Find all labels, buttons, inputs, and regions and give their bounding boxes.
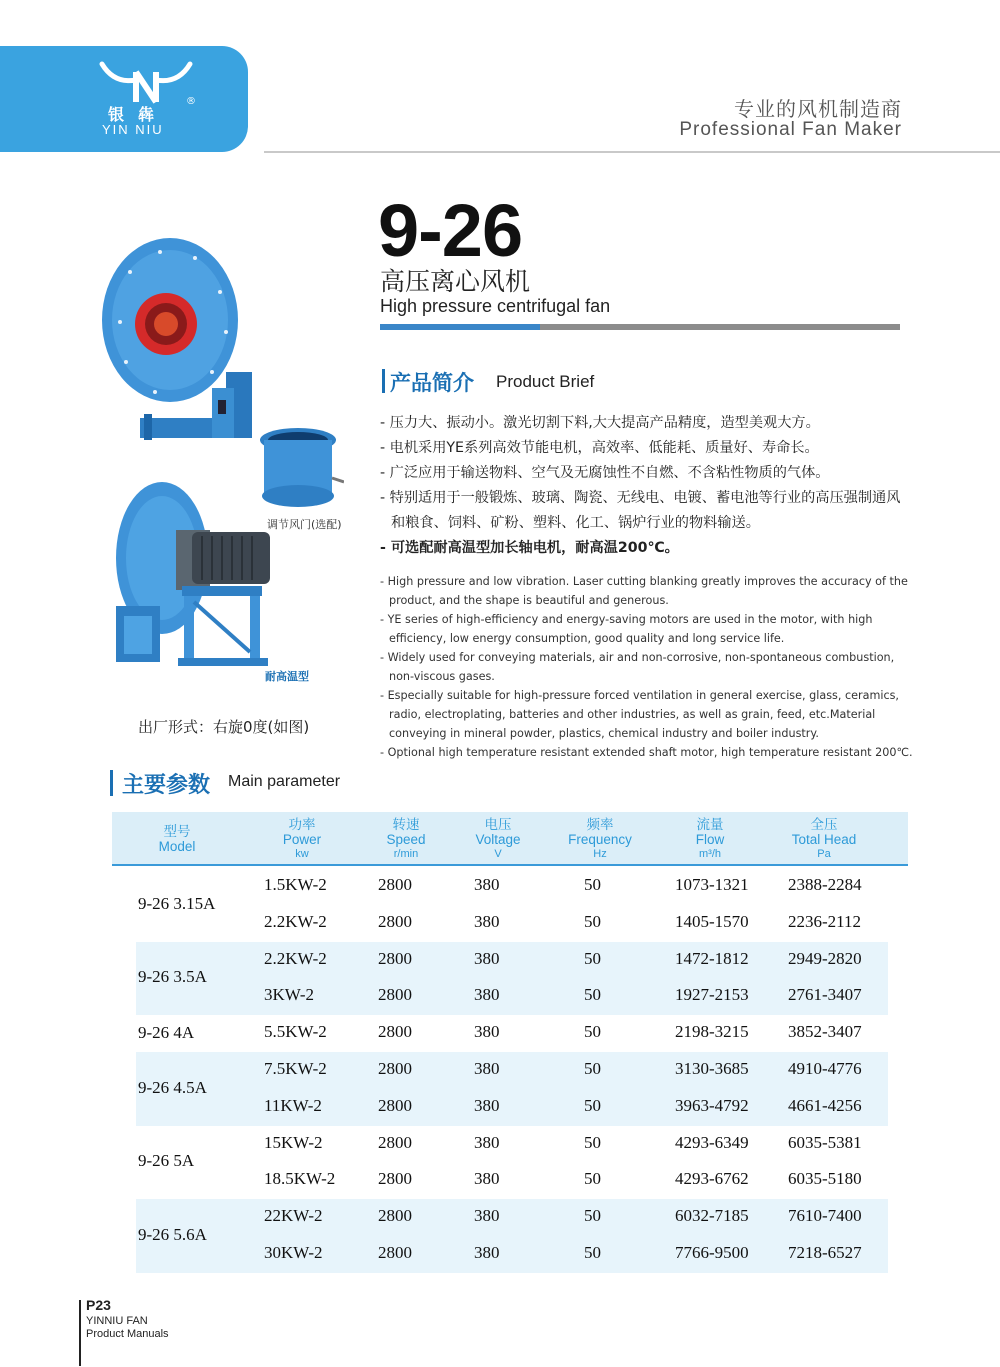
table-cell: 2800: [378, 985, 412, 1005]
brief-en-line: - Widely used for conveying materials, air and non-corrosive, non-spontaneous combustion,: [380, 651, 895, 664]
table-cell: 380: [474, 985, 500, 1005]
table-cell: 3KW-2: [264, 985, 315, 1005]
table-cell: 380: [474, 911, 500, 931]
brief-cn-line: - 广泛应用于输送物料、空气及无腐蚀性不自燃、不含粘性物质的气体。: [380, 465, 830, 481]
table-cell: 11KW-2: [264, 1095, 322, 1115]
table-cell: 4910-4776: [788, 1059, 862, 1078]
column-header-flow: [660, 817, 760, 862]
tagline-english: Professional Fan Maker: [679, 119, 902, 140]
table-cell: 380: [474, 1206, 500, 1226]
table-cell: 2800: [378, 948, 412, 968]
footer-manual: Product Manuals: [86, 1328, 169, 1340]
brief-heading-chinese: 产品简介: [390, 371, 474, 395]
table-cell: 6032-7185: [675, 1206, 749, 1226]
table-cell: 2800: [378, 1022, 412, 1042]
brief-en-line: radio, electroplating, batteries and other industries, as well as grain, feed, etc.Material: [389, 708, 876, 721]
column-header-en: Frequency: [568, 832, 632, 847]
table-cell: 380: [474, 1243, 500, 1262]
table-cell: 15KW-2: [264, 1132, 323, 1152]
footer-brand: YINNIU FAN: [86, 1315, 148, 1327]
column-header-unit: Hz: [593, 848, 607, 860]
high-temperature-fan-image: [112, 476, 274, 668]
table-cell: 380: [474, 1132, 500, 1152]
model-cell: 9-26 3.15A: [138, 893, 216, 913]
model-cell: 9-26 5A: [138, 1151, 195, 1171]
table-cell: 2800: [378, 1169, 412, 1189]
brief-en-line: - YE series of high-efficiency and energy-saving motors are used in the motor, with high: [380, 613, 873, 626]
footer-bar: [79, 1300, 81, 1366]
header-divider: [264, 151, 1000, 153]
column-header-voltage: [448, 817, 548, 862]
brief-en-line: - Especially suitable for high-pressure forced ventilation in general exercise, glass, ceramics,: [380, 689, 899, 702]
column-header-unit: Pa: [817, 848, 831, 860]
brief-chinese: [380, 411, 960, 561]
table-cell: 50: [584, 1059, 601, 1078]
table-cell: 1472-1812: [675, 948, 749, 968]
column-header-cn: 频率: [586, 817, 614, 832]
table-cell: 4293-6349: [675, 1132, 749, 1152]
table-cell: 4293-6762: [675, 1169, 749, 1189]
table-cell: 380: [474, 948, 500, 968]
high-temperature-caption: 耐高温型: [265, 670, 309, 683]
table-cell: 6035-5180: [788, 1169, 862, 1189]
column-header-cn: 电压: [484, 817, 512, 832]
column-header-speed: [356, 817, 456, 862]
column-header-model: [122, 824, 232, 854]
column-header-unit: r/min: [393, 848, 419, 860]
brief-en-line: non-viscous gases.: [389, 670, 495, 683]
column-header-en: Power: [282, 832, 322, 847]
table-cell: 2.2KW-2: [264, 911, 327, 931]
title-underline: [540, 324, 900, 330]
column-header-en: Total Head: [791, 832, 857, 847]
column-header-cn: 转速: [392, 817, 420, 832]
brief-cn-line: - 压力大、振动小。激光切割下料,大大提高产品精度，造型美观大方。: [380, 415, 820, 431]
table-cell: 2388-2284: [788, 875, 862, 894]
table-cell: 3130-3685: [675, 1059, 749, 1078]
column-header-unit: V: [494, 848, 502, 860]
column-header-cn: 全压: [810, 817, 838, 832]
table-cell: 380: [474, 1169, 500, 1189]
product-name-english: High pressure centrifugal fan: [380, 296, 611, 316]
table-cell: 7766-9500: [675, 1243, 749, 1262]
table-cell: 7218-6527: [788, 1243, 862, 1262]
table-cell: 1927-2153: [675, 985, 749, 1005]
bull-logo-icon: [96, 58, 196, 104]
table-cell: 50: [584, 911, 601, 931]
column-header-frequency: [550, 817, 650, 862]
table-cell: 2800: [378, 1206, 412, 1226]
brief-english: [380, 572, 925, 762]
brief-heading-english: Product Brief: [496, 372, 595, 391]
table-cell: 50: [584, 1095, 601, 1115]
row-group-band: [136, 1199, 888, 1273]
outlet-orientation-note: 出厂形式：右旋0度(如图): [138, 718, 310, 736]
table-cell: 2236-2112: [788, 911, 862, 931]
table-cell: 4661-4256: [788, 1095, 862, 1115]
table-cell: 380: [474, 1059, 500, 1078]
column-header-total-head: [774, 817, 874, 862]
table-cell: 22KW-2: [264, 1206, 323, 1226]
model-cell: 9-26 5.6A: [138, 1225, 207, 1244]
table-cell: 7610-7400: [788, 1206, 862, 1226]
centrifugal-fan-image: [100, 232, 260, 448]
tagline-chinese: 专业的风机制造商: [734, 97, 902, 121]
table-cell: 5.5KW-2: [264, 1022, 327, 1042]
model-cell: 9-26 4A: [138, 1022, 195, 1042]
table-cell: 7.5KW-2: [264, 1059, 327, 1078]
table-cell: 2198-3215: [675, 1022, 749, 1042]
brief-en-line: efficiency, low energy consumption, good quality and long service life.: [389, 632, 785, 645]
column-header-cn: 型号: [163, 824, 191, 839]
brief-en-line: - Optional high temperature resistant extended shaft motor, high temperature resistant 200℃.: [380, 746, 913, 759]
table-cell: 2800: [378, 1243, 412, 1262]
table-cell: 2800: [378, 1095, 412, 1115]
row-group-band: [136, 942, 888, 1016]
model-cell: 9-26 4.5A: [138, 1077, 207, 1097]
column-header-unit: kw: [295, 848, 309, 860]
table-cell: 380: [474, 1022, 500, 1042]
column-header-en: Speed: [386, 832, 426, 847]
model-cell: 9-26 3.5A: [138, 967, 207, 987]
column-header-en: Flow: [695, 832, 725, 847]
params-heading-english: Main parameter: [228, 773, 341, 790]
table-cell: 2800: [378, 875, 412, 894]
registered-mark: ®: [186, 96, 196, 107]
table-cell: 1405-1570: [675, 911, 749, 931]
brief-en-line: conveying in mineral powder, plastics, chemical industry and boiler industry.: [389, 727, 819, 740]
table-cell: 3963-4792: [675, 1095, 749, 1115]
table-cell: 2.2KW-2: [264, 948, 327, 968]
brief-en-line: - High pressure and low vibration. Laser cutting blanking greatly improves the accuracy of the: [380, 575, 908, 588]
product-name-chinese: 高压离心风机: [380, 267, 531, 296]
table-cell: 50: [584, 1022, 601, 1042]
title-underline-accent: [380, 324, 540, 330]
column-header-unit: m³/h: [699, 848, 721, 860]
column-header-cn: 流量: [696, 817, 724, 832]
table-cell: 2949-2820: [788, 948, 862, 968]
table-cell: 380: [474, 1095, 500, 1115]
table-cell: 50: [584, 985, 601, 1005]
table-cell: 2761-3407: [788, 985, 862, 1005]
column-header-power: [252, 817, 352, 862]
table-cell: 380: [474, 875, 500, 894]
row-group-band: [136, 1052, 888, 1126]
model-title: 9-26: [378, 189, 523, 272]
table-cell: 2800: [378, 911, 412, 931]
column-header-en: Voltage: [475, 832, 521, 847]
params-heading-chinese: 主要参数: [122, 773, 211, 798]
table-cell: 50: [584, 1132, 601, 1152]
damper-caption: 调节风门(选配): [267, 518, 342, 531]
table-cell: 2800: [378, 1059, 412, 1078]
column-header-cn: 功率: [288, 817, 316, 832]
brief-cn-line: - 特别适用于一般锻炼、玻璃、陶瓷、无线电、电镀、蓄电池等行业的高压强制通风: [380, 490, 901, 506]
table-cell: 1.5KW-2: [264, 875, 327, 894]
brief-heading-bar: [382, 369, 385, 393]
logo-english-name: YIN NIU: [102, 122, 164, 137]
table-cell: 1073-1321: [675, 875, 749, 894]
logo-chinese-name: 银犇: [108, 105, 169, 124]
table-cell: 50: [584, 1243, 601, 1262]
brief-cn-line: - 可选配耐高温型加长轴电机，耐高温200℃。: [380, 540, 679, 556]
brief-cn-line: 和粮食、饲料、矿粉、塑料、化工、锅炉行业的物料输送。: [391, 515, 760, 531]
params-heading-bar: [110, 770, 113, 796]
table-header: [112, 812, 908, 866]
brief-en-line: product, and the shape is beautiful and generous.: [389, 594, 669, 607]
table-cell: 2800: [378, 1132, 412, 1152]
page-number: P23: [86, 1297, 111, 1313]
table-cell: 50: [584, 948, 601, 968]
column-header-en: Model: [158, 839, 196, 854]
table-cell: 3852-3407: [788, 1022, 862, 1042]
table-cell: 50: [584, 875, 601, 894]
table-cell: 18.5KW-2: [264, 1169, 336, 1189]
table-cell: 6035-5381: [788, 1132, 862, 1152]
table-cell: 30KW-2: [264, 1243, 323, 1262]
table-cell: 50: [584, 1169, 601, 1189]
table-cell: 50: [584, 1206, 601, 1226]
brief-cn-line: - 电机采用YE系列高效节能电机，高效率、低能耗、质量好、寿命长。: [380, 440, 819, 456]
